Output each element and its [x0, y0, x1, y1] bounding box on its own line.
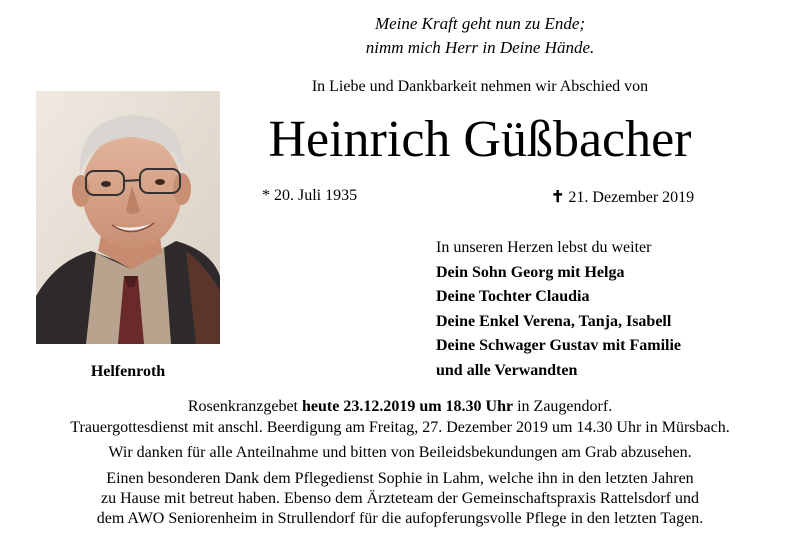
- family-member: Deine Enkel Verena, Tanja, Isabell: [436, 312, 672, 330]
- special-thanks-line: zu Hause mit betreut haben. Ebenso dem Ärzteteam der Gemeinschaftspraxis Rattelsdorf und: [100, 490, 700, 507]
- family-intro: In unseren Herzen lebst du weiter: [436, 239, 652, 256]
- rosary-prefix: Rosenkranzgebet: [187, 398, 302, 415]
- verse-line-2: nimm mich Herr in Deine Hände.: [365, 38, 595, 57]
- portrait-photo: [36, 91, 220, 344]
- deceased-name: Heinrich Güßbacher: [268, 111, 692, 168]
- rosary-suffix: in Zaugendorf.: [513, 398, 613, 415]
- death-date: 21. Dezember 2019: [568, 189, 695, 206]
- cross-icon: ✝: [551, 189, 565, 206]
- funeral-service-notice: Trauergottesdienst mit anschl. Beerdigung am Freitag, 27. Dezember 2019 um 14.30 Uhr in Mürsbach.: [70, 419, 730, 436]
- rosary-notice: [0, 398, 800, 416]
- family-member: Dein Sohn Georg mit Helga: [436, 263, 625, 281]
- family-member: Deine Tochter Claudia: [436, 288, 590, 305]
- family-list: [436, 236, 681, 383]
- birth-date: * 20. Juli 1935: [262, 187, 358, 204]
- family-member: Deine Schwager Gustav mit Familie: [436, 337, 682, 354]
- special-thanks-line: dem AWO Seniorenheim in Strullendorf für die aufopferungsvolle Pflege in den letzten Tagen.: [96, 510, 704, 527]
- verse-line-1: Meine Kraft geht nun zu Ende;: [374, 14, 586, 33]
- family-member: und alle Verwandten: [436, 361, 578, 379]
- portrait-illustration: [36, 91, 220, 344]
- farewell-intro: In Liebe und Dankbarkeit nehmen wir Abschied von: [311, 78, 649, 95]
- death-date-line: [551, 187, 694, 207]
- special-thanks-line: Einen besonderen Dank dem Pflegedienst Sophie in Lahm, welche ihn in den letzten Jahren: [106, 470, 694, 487]
- hometown-label: Helfenroth: [90, 363, 166, 380]
- condolence-notice: Wir danken für alle Anteilnahme und bitten von Beileidsbekundungen am Grab abzusehen.: [108, 444, 692, 461]
- rosary-time: heute 23.12.2019 um 18.30 Uhr: [302, 398, 514, 415]
